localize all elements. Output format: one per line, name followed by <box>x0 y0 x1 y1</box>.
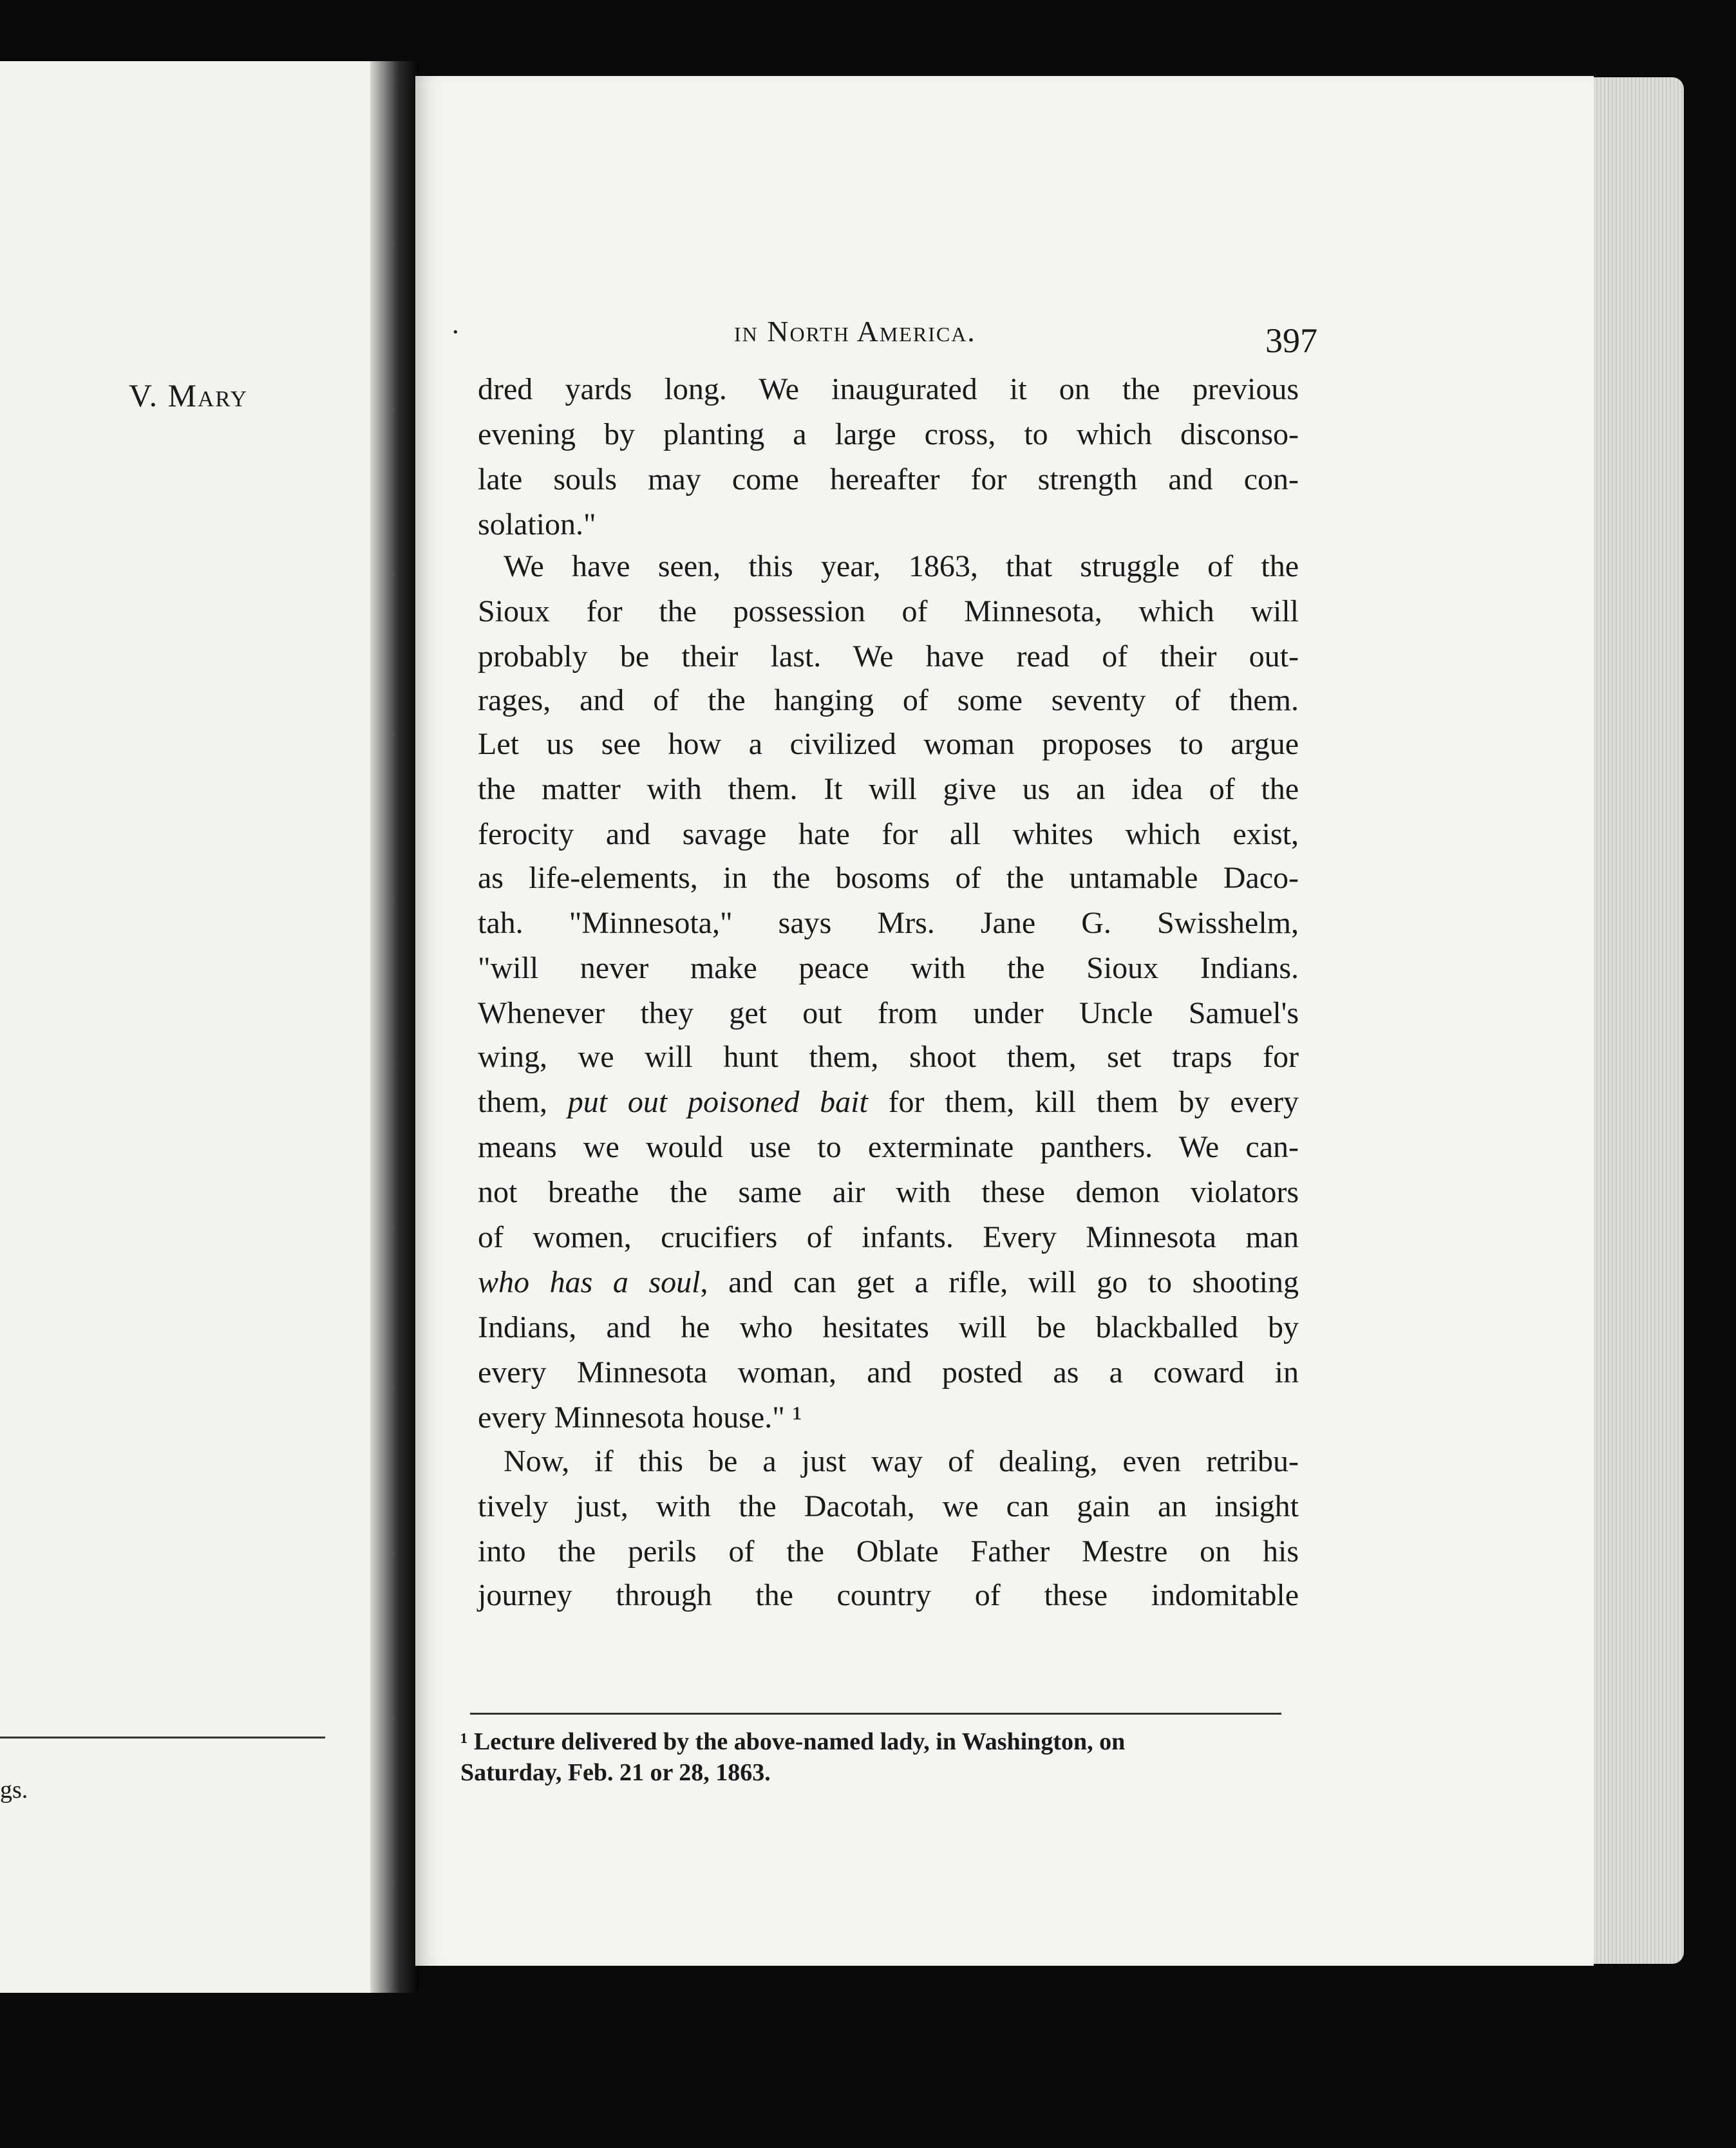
body-line: every Minnesota house." ¹ <box>478 1400 802 1435</box>
page-mark: · <box>451 316 460 348</box>
body-line: Indians, and he who hesitates will be blackballed by <box>478 1310 1299 1344</box>
footnote-rule <box>470 1713 1281 1715</box>
body-line: means we would use to exterminate panthers. We can- <box>478 1130 1299 1164</box>
body-line: Let us see how a civilized woman proposes to argue <box>478 727 1299 761</box>
footnote-line-1: ¹ Lecture delivered by the above-named lady, in Washington, on <box>460 1728 1126 1755</box>
body-line: every Minnesota woman, and posted as a coward in <box>478 1355 1299 1390</box>
body-line: them, put out poisoned bait for them, kill them by every <box>478 1085 1299 1119</box>
body-line: journey through the country of these indomitable <box>478 1578 1299 1612</box>
body-line: "will never make peace with the Sioux Indians. <box>478 951 1299 985</box>
body-line: the matter with them. It will give us an idea of the <box>478 772 1299 806</box>
body-line: We have seen, this year, 1863, that struggle of the <box>504 549 1299 583</box>
body-line: evening by planting a large cross, to which disconso- <box>478 417 1299 451</box>
left-running-head: V. Mary <box>128 377 248 413</box>
running-head: in North America. <box>734 315 976 348</box>
body-line: tively just, with the Dacotah, we can gain an insight <box>478 1489 1299 1523</box>
footnote-line-2: Saturday, Feb. 21 or 28, 1863. <box>460 1759 771 1786</box>
body-line: dred yards long. We inaugurated it on the previous <box>478 372 1299 406</box>
body-line: probably be their last. We have read of their out- <box>478 639 1299 674</box>
page-edges <box>1590 77 1684 1964</box>
body-line: solation." <box>478 507 596 542</box>
body-line: Whenever they get out from under Uncle Samuel's <box>478 996 1299 1030</box>
left-page-lines <box>0 0 386 2148</box>
body-line: as life-elements, in the bosoms of the untamable Daco- <box>478 861 1299 895</box>
body-line: into the perils of the Oblate Father Mestre on his <box>478 1534 1299 1569</box>
body-line: Sioux for the possession of Minnesota, which will <box>478 594 1299 628</box>
body-line: Now, if this be a just way of dealing, even retribu- <box>504 1444 1299 1478</box>
body-line: who has a soul, and can get a rifle, will go to shooting <box>478 1265 1299 1299</box>
body-line: late souls may come hereafter for strength and con- <box>478 462 1299 496</box>
body-line: not breathe the same air with these demon violators <box>478 1175 1299 1209</box>
page-number: 397 <box>1265 321 1317 360</box>
body-line: wing, we will hunt them, shoot them, set traps for <box>478 1040 1299 1074</box>
body-line: tah. "Minnesota," says Mrs. Jane G. Swisshelm, <box>478 906 1299 940</box>
left-footnote-fragment: gs. <box>0 1776 28 1804</box>
body-line: ferocity and savage hate for all whites which exist, <box>478 817 1299 851</box>
body-line: of women, crucifiers of infants. Every Minnesota man <box>478 1220 1299 1254</box>
body-line: rages, and of the hanging of some seventy of them. <box>478 683 1299 717</box>
